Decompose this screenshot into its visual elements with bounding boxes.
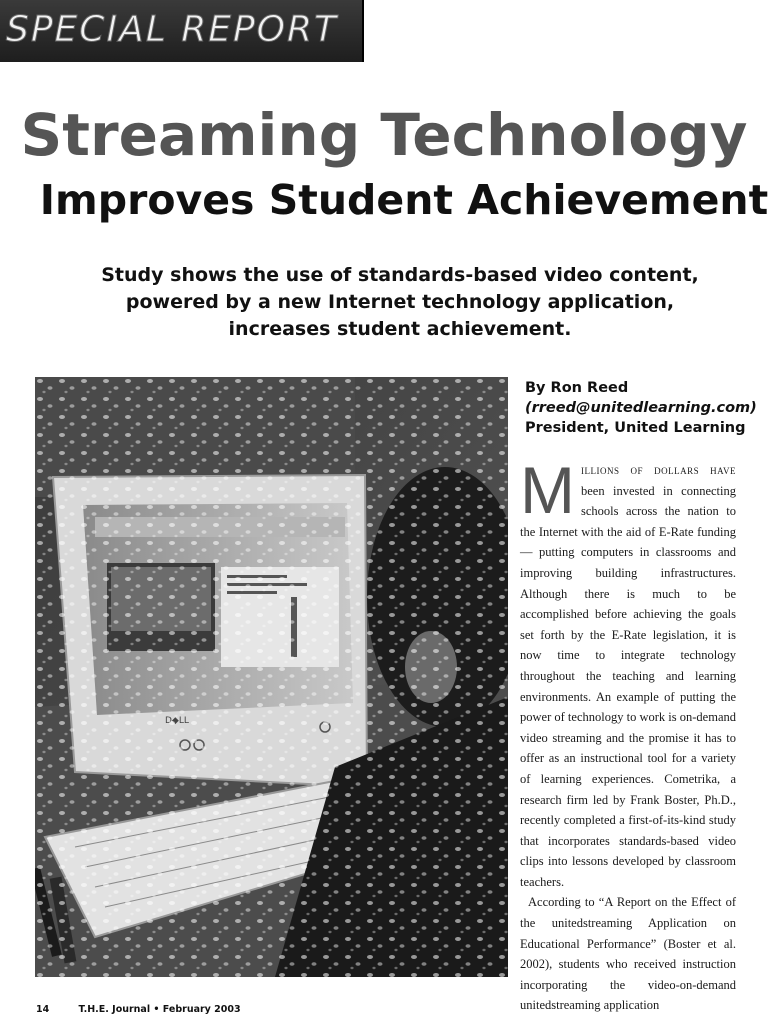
byline xyxy=(525,378,760,438)
byline-author: By Ron Reed xyxy=(525,380,629,396)
banner-label: SPECIAL REPORT xyxy=(6,9,338,50)
page-number: 14 xyxy=(36,1004,50,1015)
deck-line: increases student achievement. xyxy=(228,318,572,340)
article-paragraph: According to “A Report on the Effect of the unitedstreaming Application on Educational Performance” (Boster et al. 2002), students who received instruction incorporating the video-on-demand unitedstreaming application xyxy=(520,895,736,1013)
deck-line: powered by a new Internet technology application, xyxy=(125,291,675,313)
publication-line: T.H.E. Journal • February 2003 xyxy=(78,1004,241,1015)
article-photo xyxy=(35,377,508,977)
special-report-banner xyxy=(0,0,364,62)
byline-title: President, United Learning xyxy=(525,420,746,436)
page-footer xyxy=(36,1004,241,1015)
headline-line-1: Streaming Technology xyxy=(20,101,748,169)
headline-line-2: Improves Student Achievement xyxy=(39,176,768,224)
article-paragraph xyxy=(520,453,736,892)
article-body xyxy=(520,453,736,1016)
drop-cap: M xyxy=(520,453,575,527)
paragraph-1-text: been invested in connecting schools across the nation to the Internet with the aid of E-Rate funding — putting computers in classrooms and improving building infrastructures. Although there is much to be accomplished before achieving the goals set forth by the E-Rate legislation, it is now time to integrate technology throughout the teaching and learning environments. An example of putting the power of technology to work is on-demand video streaming and the promise it has to offer as an instructional tool for a variety of learning experiences. Cometrika, a research firm led by Frank Boster, Ph.D., recently completed a first-of-its-kind study that incorporates standards-based video clips into lessons developed by classroom teachers. xyxy=(520,483,736,889)
byline-email[interactable]: (rreed@unitedlearning.com) xyxy=(525,400,757,416)
article-deck xyxy=(100,262,700,343)
deck-line: Study shows the use of standards-based video content, xyxy=(101,264,699,286)
lead-in-caps: illions of dollars have xyxy=(580,463,736,477)
